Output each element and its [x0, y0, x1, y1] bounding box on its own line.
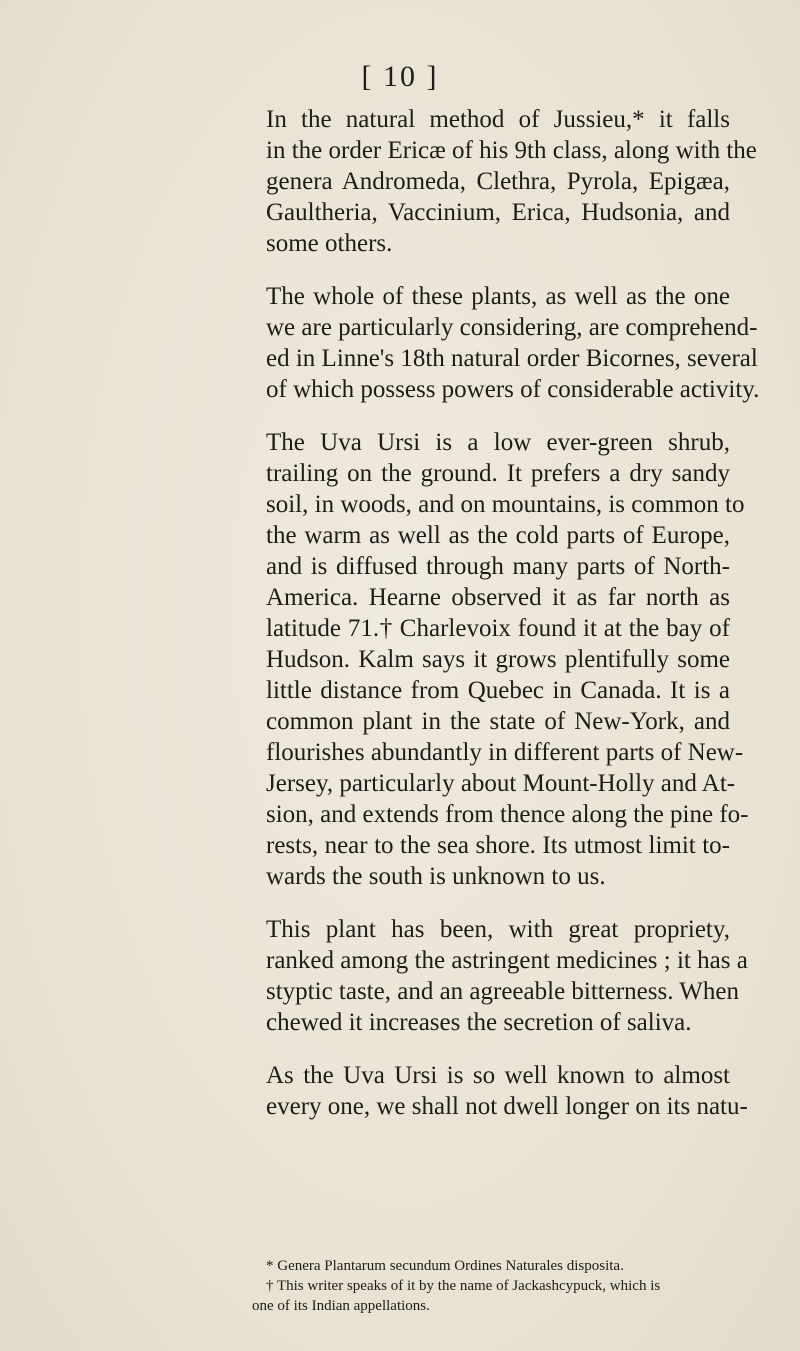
text-line: we are particularly considering, are comprehend- — [266, 314, 758, 341]
text-line: This plant has been, with great propriety, — [266, 916, 730, 943]
text-line: soil, in woods, and on mountains, is common to — [266, 491, 745, 518]
body-text — [252, 104, 760, 1144]
page-number: [ 10 ] — [361, 60, 439, 93]
text-line: Gaultheria, Vaccinium, Erica, Hudsonia, and — [266, 199, 730, 226]
text-line: America. Hearne observed it as far north as — [266, 584, 730, 611]
text-line: Jersey, particularly about Mount-Holly and At- — [266, 770, 736, 797]
text-line: The Uva Ursi is a low ever-green shrub, — [266, 429, 730, 456]
footnote-genera: * Genera Plantarum secundum Ordines Naturales disposita. — [266, 1258, 624, 1274]
text-line: every one, we shall not dwell longer on its natu- — [266, 1093, 748, 1120]
footnotes — [252, 1256, 730, 1316]
text-line: flourishes abundantly in different parts of New- — [266, 739, 744, 766]
paragraph-distribution — [252, 427, 749, 892]
text-line: As the Uva Ursi is so well known to almost — [266, 1062, 730, 1089]
text-line: and is diffused through many parts of North- — [266, 553, 730, 580]
text-line: wards the south is unknown to us. — [266, 863, 606, 890]
text-line: genera Andromeda, Clethra, Pyrola, Epigæa, — [266, 168, 730, 195]
text-line: sion, and extends from thence along the pine fo- — [266, 801, 749, 828]
text-line: rests, near to the sea shore. Its utmost limit to- — [266, 832, 730, 859]
text-line: The whole of these plants, as well as the one — [266, 283, 730, 310]
paragraph-jussieu — [252, 104, 757, 259]
text-line: little distance from Quebec in Canada. It is a — [266, 677, 730, 704]
footnote-jackashcypuck-cont: one of its Indian appellations. — [252, 1298, 430, 1314]
footnote-jackashcypuck: † This writer speaks of it by the name of Jackashcypuck, which is — [266, 1278, 661, 1294]
text-line: styptic taste, and an agreeable bitterness. When — [266, 978, 739, 1005]
paragraph-astringent — [252, 914, 748, 1038]
text-line: Hudson. Kalm says it grows plentifully some — [266, 646, 730, 673]
text-line: in the order Ericæ of his 9th class, along with the — [266, 137, 757, 164]
paragraph-bicornes — [252, 281, 760, 405]
text-line: latitude 71.† Charlevoix found it at the bay of — [266, 615, 730, 642]
text-line: trailing on the ground. It prefers a dry sandy — [266, 460, 730, 487]
text-line: some others. — [266, 230, 393, 257]
text-line: ranked among the astringent medicines ; it has a — [266, 947, 748, 974]
text-line: common plant in the state of New-York, and — [266, 708, 730, 735]
text-line: the warm as well as the cold parts of Europe, — [266, 522, 730, 549]
text-line: In the natural method of Jussieu,* it falls — [266, 106, 730, 133]
text-line: chewed it increases the secretion of saliva. — [266, 1009, 692, 1036]
text-line: of which possess powers of considerable activity. — [266, 376, 760, 403]
text-line: ed in Linne's 18th natural order Bicornes, several — [266, 345, 758, 372]
paragraph-conclusion — [252, 1060, 748, 1122]
